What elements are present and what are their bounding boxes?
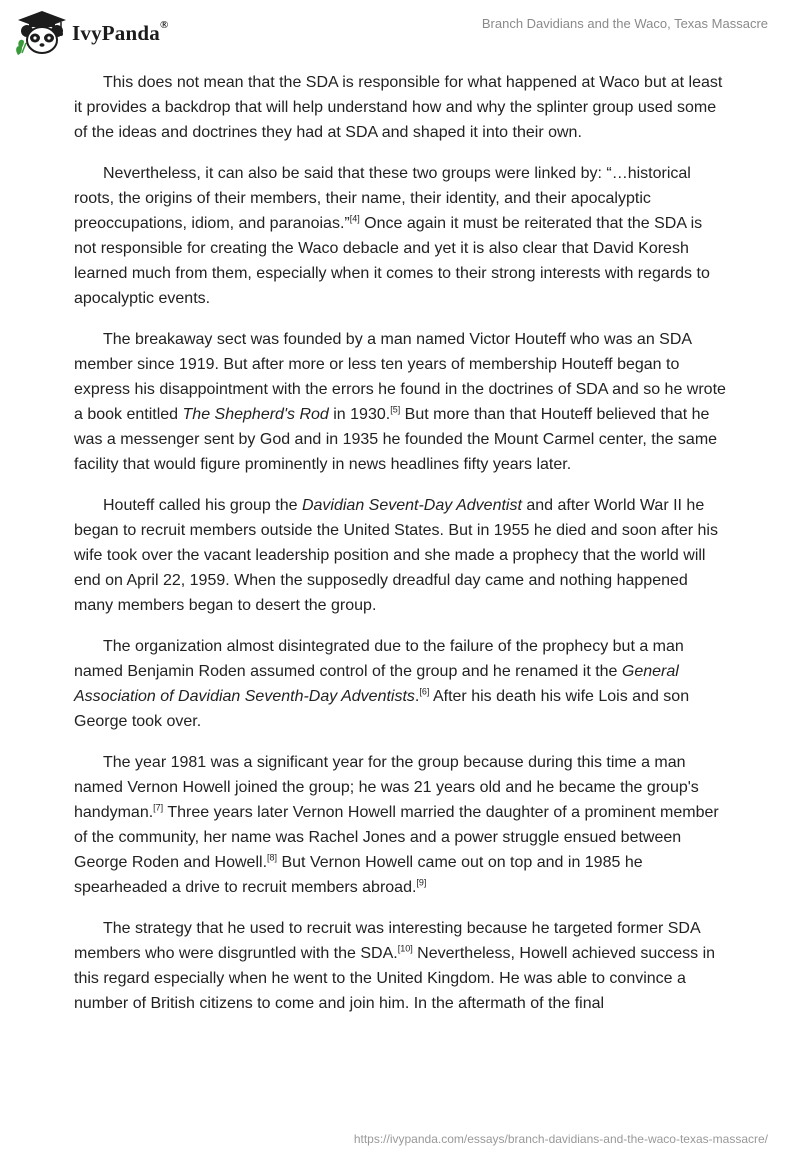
footnote-ref[interactable]: [4] [349,213,360,224]
page-header [0,0,800,70]
paragraph: The breakaway sect was founded by a man named Victor Houteff who was an SDA member since 1919. But after more or less ten years of membership Houteff began to express his disappointment with the errors he found in the doctrines of SDA and so he wrote a book entitled The Shepherd's Rod in 1930.[5] But more than that Houteff believed that he was a messenger sent by God and in 1935 he founded the Mount Carmel center, the same facility that would figure prominently in news headlines fifty years later. [74,331,726,473]
essay-body [74,70,726,1032]
footnote-ref[interactable]: [7] [153,802,164,813]
paragraph: This does not mean that the SDA is responsible for what happened at Waco but at least it provides a backdrop that will help understand how and why the splinter group used some of the ideas and doctrines they had at SDA and shaped it into their own. [74,74,723,141]
footnote-ref[interactable]: [6] [419,686,430,697]
ivypanda-logo[interactable] [14,8,168,58]
brand-name: IvyPanda® [72,18,169,45]
footnote-ref[interactable]: [9] [416,877,427,888]
paragraph: Houteff called his group the Davidian Sevent-Day Adventist and after World War II he began to recruit members outside the United States. But in 1955 he died and soon after his wife took over the vacant leadership position and she made a prophecy that the world will end on April 22, 1959. When the supposedly dreadful day came and nothing happened many members began to desert the group. [74,497,718,614]
footnote-ref[interactable]: [5] [390,404,401,415]
footnote-ref[interactable]: [10] [397,943,413,954]
paragraph: The organization almost disintegrated due to the failure of the prophecy but a man named Benjamin Roden assumed control of the group and he renamed it the General Association of Davidian Seventh-Day Adventists.[6] After his death his wife Lois and son George took over. [74,638,690,730]
source-url[interactable]: https://ivypanda.com/essays/branch-davidians-and-the-waco-texas-massacre/ [353,1132,768,1146]
footnote-ref[interactable]: [8] [267,852,278,863]
document-title: Branch Davidians and the Waco, Texas Massacre [481,16,768,31]
paragraph: The year 1981 was a significant year for the group because during this time a man named Vernon Howell joined the group; he was 21 years old and he became the group's handyman.[7] Three years later Vernon Howell married the daughter of a prominent member of the community, her name was Rachel Jones and a power struggle ensued between George Roden and Howell.[8] But Vernon Howell came out on top and in 1985 he spearheaded a drive to recruit members abroad.[9] [74,754,719,896]
paragraph: Nevertheless, it can also be said that these two groups were linked by: “…historical roots, the origins of their members, their name, their identity, and their apocalyptic preoccupations, idiom, and paranoias.”[4] Once again it must be reiterated that the SDA is not responsible for creating the Waco debacle and yet it is also clear that David Koresh learned much from them, especially when it comes to their strong interests with regards to apocalyptic events. [74,165,710,307]
paragraph: The strategy that he used to recruit was interesting because he targeted former SDA members who were disgruntled with the SDA.[10] Nevertheless, Howell achieved success in this regard especially when he went to the United Kingdom. He was able to convince a number of British citizens to come and join him. In the aftermath of the final [74,920,716,1012]
panda-graduate-icon [14,9,70,57]
